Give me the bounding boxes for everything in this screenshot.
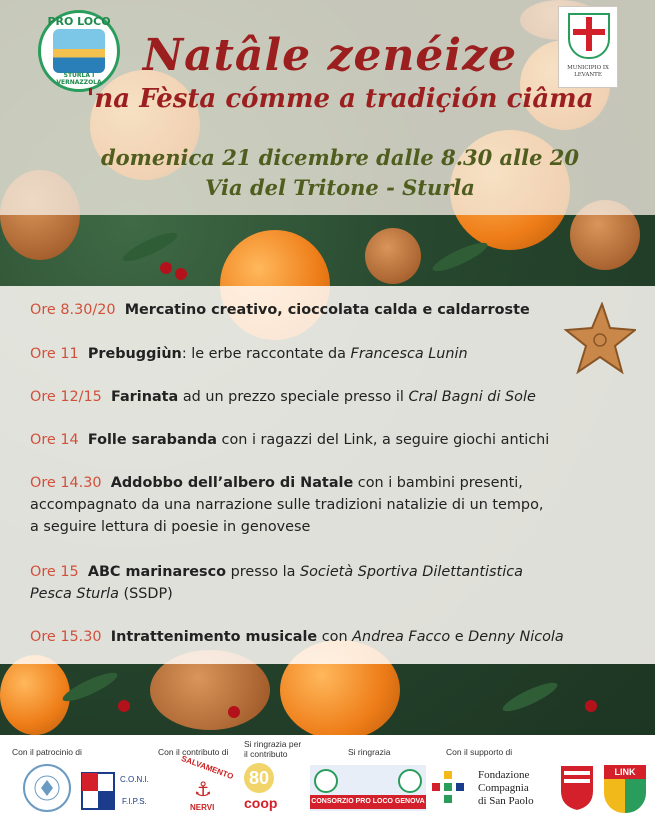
page-title: Natâle zenéize	[142, 30, 518, 81]
link-logo	[604, 765, 646, 813]
event-date: domenica 21 dicembre dalle 8.30 alle 20	[100, 145, 580, 170]
caption-supporto: Con il supporto di	[446, 747, 513, 757]
program-item: Ore 11 Prebuggiùn: le erbe raccontate da Francesca Lunin	[30, 346, 468, 362]
coni-text: C.O.N.I.	[120, 775, 149, 784]
salvamento-logo	[172, 755, 234, 817]
fips-text: F.I.P.S.	[122, 797, 147, 806]
program-item: Ore 15.30 Intrattenimento musicale con Andrea Facco e Denny Nicola	[30, 629, 564, 645]
municipio-label: MUNICIPIO IX LEVANTE	[567, 65, 609, 78]
shield-icon	[568, 13, 610, 59]
sturla-club-logo	[556, 761, 598, 813]
anchor-icon: ⚓	[194, 777, 212, 801]
caption-patrocinio: Con il patrocinio di	[12, 747, 82, 757]
coop-logo	[244, 763, 300, 815]
program-item: Ore 8.30/20 Mercatino creativo, cioccolata calda e caldarroste	[30, 302, 530, 318]
pro-loco-logo-text: PRO LOCO	[47, 15, 111, 28]
flag-logo	[80, 771, 116, 811]
mosaic-logo	[432, 771, 464, 803]
page-subtitle: 'na Fèsta cómme a tradiçión ciâma	[86, 84, 594, 114]
link-text: LINK	[604, 765, 646, 779]
pro-loco-logo-subtext: STURLA I VERNAZZOLA	[56, 72, 102, 86]
salvamento-text: SALVAMENTO	[180, 753, 235, 782]
program-item: Ore 15 ABC marinaresco presso la Società Sportiva Dilettantistica Pesca Sturla (SSDP)	[30, 564, 523, 602]
event-place: Via del Tritone - Sturla	[205, 175, 475, 200]
fondazione-logo: Fondazione Compagnia di San Paolo	[478, 769, 534, 807]
consorzio-pro-loco-logo	[310, 765, 426, 811]
pro-loco-logo-image	[53, 29, 105, 73]
municipio-logo	[558, 6, 618, 88]
program-item: Ore 14 Folle sarabanda con i ragazzi del Link, a seguire giochi antichi	[30, 432, 550, 448]
program-item: Ore 12/15 Farinata ad un prezzo speciale presso il Cral Bagni di Sole	[30, 389, 536, 405]
consorzio-logo	[22, 763, 72, 813]
nervi-text: NERVI	[190, 803, 215, 812]
sponsors-footer	[0, 735, 655, 817]
proloco-badge-icon	[398, 769, 422, 793]
coop-anniversary-badge: 80	[244, 763, 274, 793]
program-item: Ore 14.30 Addobbo dell’albero di Natale con i bambini presenti, accompagnato da una narrazione sulle tradizioni natalizie di un tempo, a seguire lettura di poesie in genovese	[30, 475, 544, 535]
proloco-badge-icon	[314, 769, 338, 793]
caption-ringrazia-contributo: Si ringrazia per il contributo	[244, 739, 302, 759]
caption-contributo: Con il contributo di	[158, 747, 229, 757]
caption-ringrazia: Si ringrazia	[348, 747, 391, 757]
coop-brand: coop	[244, 795, 278, 811]
consorzio-text: CONSORZIO PRO LOCO GENOVA	[310, 795, 426, 809]
